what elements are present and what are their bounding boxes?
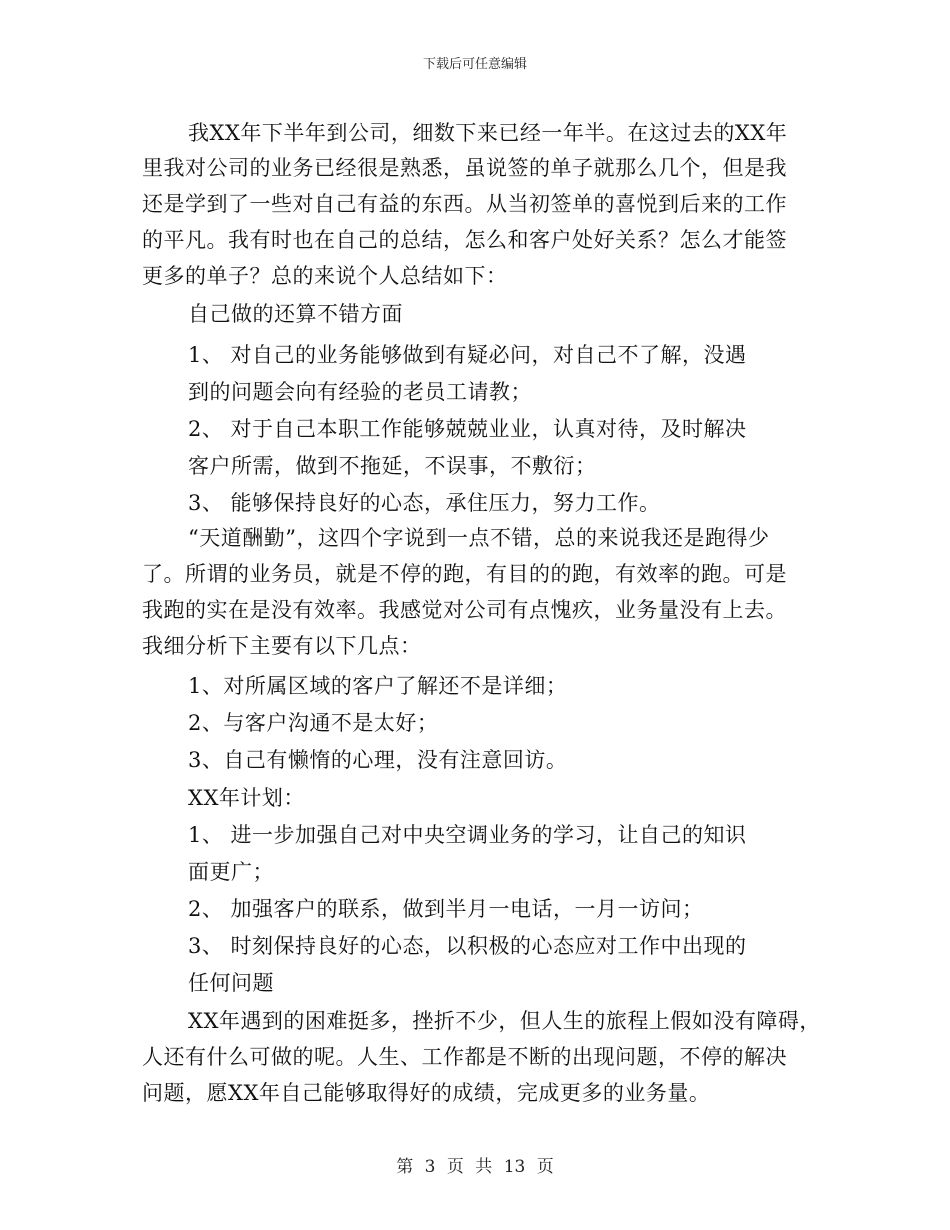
section-heading: 自己做的还算不错方面 [188, 302, 403, 326]
section-heading: XX年计划： [188, 786, 305, 810]
paragraph-line: 里我对公司的业务已经很是熟悉，虽说签的单子就那么几个，但是我 [142, 156, 787, 180]
paragraph-line: “天道酬勤”，这四个字说到一点不错，总的来说我还是跑得少 [188, 526, 770, 550]
list-item: 2、 对于自己本职工作能够兢兢业业，认真对待，及时解决 [188, 417, 747, 441]
list-item: 1、 对自己的业务能够做到有疑必问，对自己不了解，没遇 [188, 343, 747, 367]
list-item: 任何问题 [188, 971, 274, 995]
paragraph-line: 的平凡。我有时也在自己的总结，怎么和客户处好关系？怎么才能签 [142, 228, 787, 252]
paragraph-line: XX年遇到的困难挺多，挫折不少，但人生的旅程上假如没有障碍， [188, 1009, 821, 1033]
paragraph-line: 人还有什么可做的呢。人生、工作都是不断的出现问题，不停的解决 [142, 1045, 787, 1069]
list-item: 2、 加强客户的联系，做到半月一电话，一月一访问； [188, 897, 704, 921]
page-number: 第 3 页 共 13 页 [396, 1157, 554, 1177]
list-item: 客户所需，做到不拖延，不误事，不敷衍； [188, 454, 597, 478]
list-item: 3、自己有懒惰的心理，没有注意回访。 [188, 748, 568, 772]
list-item: 3、 能够保持良好的心态，承住压力，努力工作。 [188, 491, 661, 515]
list-item: 到的问题会向有经验的老员工请教； [188, 380, 532, 404]
paragraph-line: 了。所谓的业务员，就是不停的跑，有目的的跑，有效率的跑。可是 [142, 562, 787, 586]
list-item: 1、对所属区域的客户了解还不是详细； [188, 674, 568, 698]
paragraph-line: 我XX年下半年到公司，细数下来已经一年半。在这过去的XX年 [188, 121, 788, 145]
paragraph-line: 更多的单子？总的来说个人总结如下： [142, 264, 508, 288]
paragraph-line: 我跑的实在是没有效率。我感觉对公司有点愧疚，业务量没有上去。 [142, 598, 787, 622]
paragraph-line: 还是学到了一些对自己有益的东西。从当初签单的喜悦到后来的工作 [142, 192, 787, 216]
list-item: 1、 进一步加强自己对中央空调业务的学习，让自己的知识 [188, 823, 747, 847]
list-item: 3、 时刻保持良好的心态，以积极的心态应对工作中出现的 [188, 934, 747, 958]
list-item: 面更广； [188, 860, 274, 884]
paragraph-line: 我细分析下主要有以下几点： [142, 634, 422, 658]
paragraph-line: 问题，愿XX年自己能够取得好的成绩，完成更多的业务量。 [142, 1081, 711, 1105]
list-item: 2、与客户沟通不是太好； [188, 711, 439, 735]
page-header: 下载后可任意编辑 [422, 57, 527, 72]
